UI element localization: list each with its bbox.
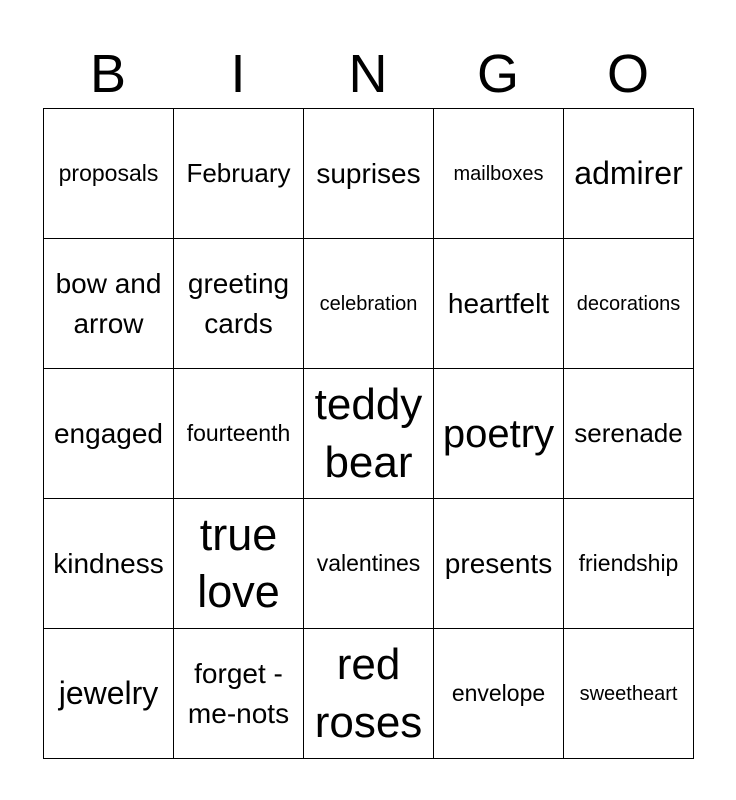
bingo-row-5 xyxy=(44,629,694,759)
bingo-cell[interactable]: fourteenth xyxy=(174,369,304,499)
bingo-cell[interactable]: true love xyxy=(174,499,304,629)
bingo-cell[interactable]: celebration xyxy=(304,239,434,369)
bingo-card xyxy=(43,108,694,759)
bingo-cell[interactable]: teddy bear xyxy=(304,369,434,499)
bingo-cell[interactable]: poetry xyxy=(434,369,564,499)
bingo-cell[interactable]: envelope xyxy=(434,629,564,759)
header-letter-n: N xyxy=(348,44,388,104)
bingo-cell[interactable]: February xyxy=(174,109,304,239)
bingo-cell[interactable]: valentines xyxy=(304,499,434,629)
header-letter-i: I xyxy=(230,44,246,104)
header-letter-o: O xyxy=(606,44,649,104)
bingo-cell[interactable]: bow and arrow xyxy=(44,239,174,369)
bingo-cell[interactable]: jewelry xyxy=(44,629,174,759)
bingo-row-3 xyxy=(44,369,694,499)
bingo-cell[interactable]: red roses xyxy=(304,629,434,759)
bingo-row-4 xyxy=(44,499,694,629)
bingo-cell[interactable]: greeting cards xyxy=(174,239,304,369)
bingo-cell[interactable]: engaged xyxy=(44,369,174,499)
bingo-row-1 xyxy=(44,109,694,239)
header-letter-g: G xyxy=(476,44,519,104)
bingo-cell[interactable]: decorations xyxy=(564,239,694,369)
bingo-cell[interactable]: friendship xyxy=(564,499,694,629)
bingo-cell[interactable]: suprises xyxy=(304,109,434,239)
bingo-cell[interactable]: presents xyxy=(434,499,564,629)
bingo-cell[interactable]: kindness xyxy=(44,499,174,629)
bingo-cell[interactable]: sweetheart xyxy=(564,629,694,759)
bingo-cell[interactable]: serenade xyxy=(564,369,694,499)
header-letter-b: B xyxy=(89,44,127,104)
bingo-cell[interactable]: mailboxes xyxy=(434,109,564,239)
bingo-cell[interactable]: admirer xyxy=(564,109,694,239)
bingo-cell[interactable]: proposals xyxy=(44,109,174,239)
bingo-cell[interactable]: heartfelt xyxy=(434,239,564,369)
bingo-cell[interactable]: forget - me-nots xyxy=(174,629,304,759)
bingo-header xyxy=(43,40,693,108)
bingo-row-2 xyxy=(44,239,694,369)
